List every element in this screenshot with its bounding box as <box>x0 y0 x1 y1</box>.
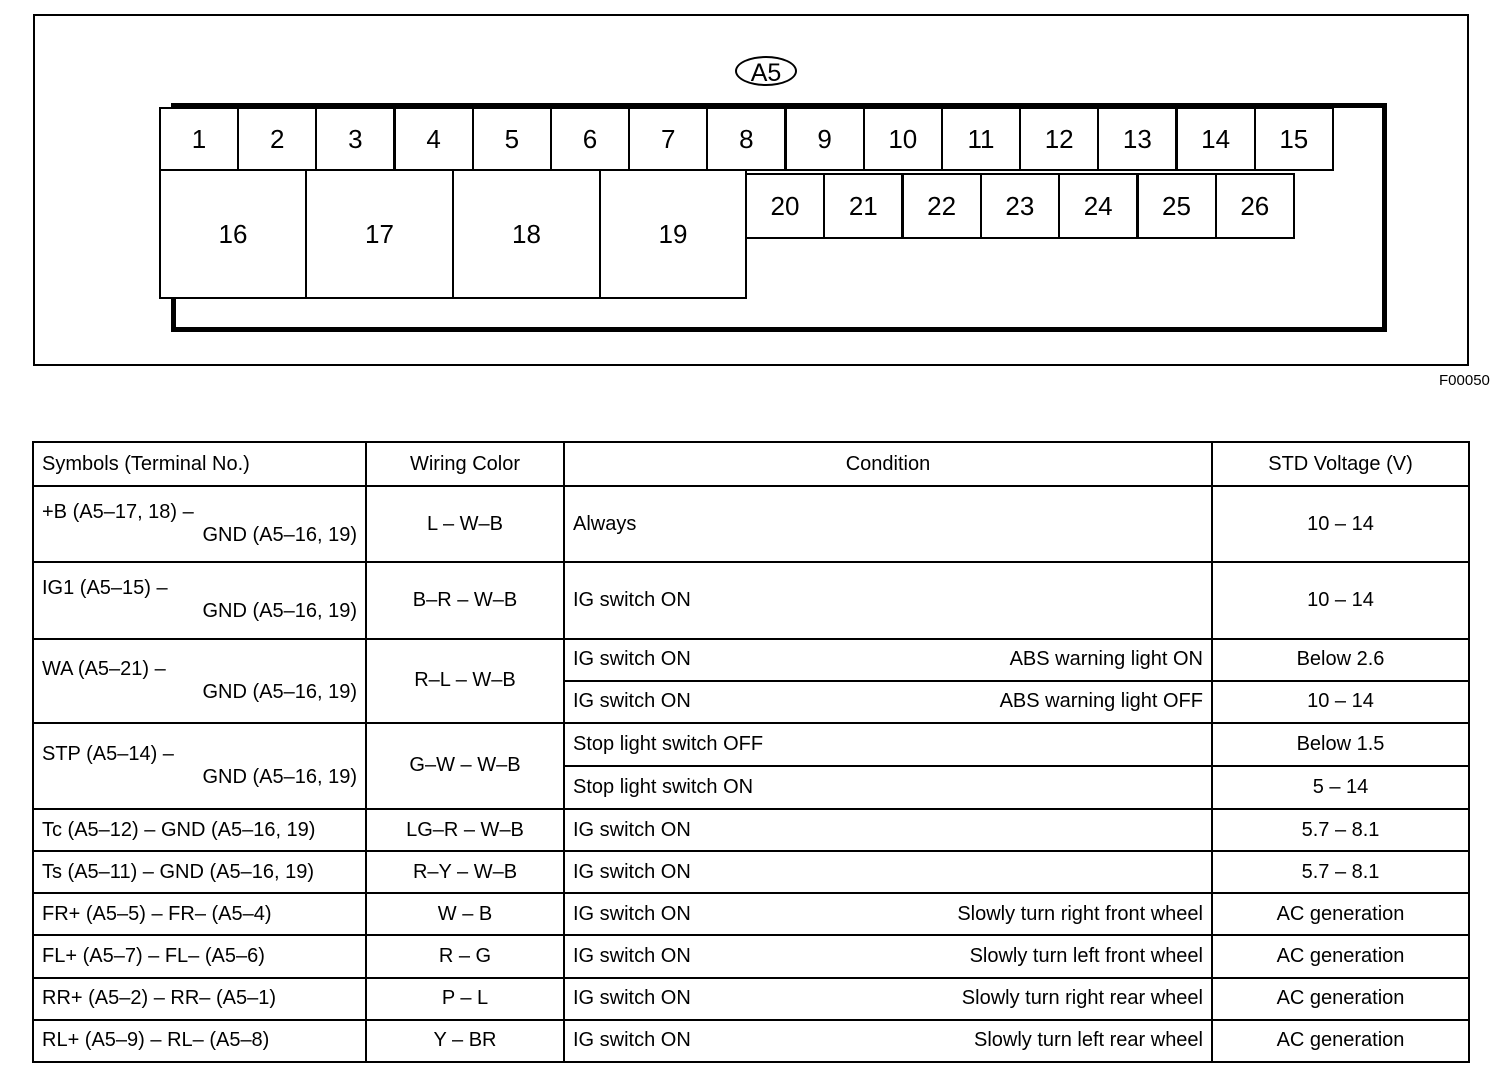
pin-13: 13 <box>1097 107 1177 171</box>
pin-5: 5 <box>472 107 552 171</box>
condition-cell <box>564 766 1212 809</box>
condition-detail: ABS warning light OFF <box>999 690 1203 713</box>
table-row <box>33 1020 1469 1062</box>
pin-17: 17 <box>305 169 454 299</box>
std-voltage-cell: 5.7 – 8.1 <box>1212 809 1469 851</box>
pin-22: 22 <box>902 173 982 239</box>
symbol-ground: GND (A5–16, 19) <box>202 600 357 623</box>
condition-cell <box>564 851 1212 893</box>
std-voltage-cell: 10 – 14 <box>1212 562 1469 638</box>
symbol-terminal: FR+ (A5–5) – FR– (A5–4) <box>42 902 272 925</box>
std-voltage-cell: Below 1.5 <box>1212 723 1469 766</box>
pin-26: 26 <box>1215 173 1295 239</box>
pin-1: 1 <box>159 107 239 171</box>
condition-main: Stop light switch ON <box>573 775 754 798</box>
condition-main: IG switch ON <box>573 902 691 925</box>
symbol-terminal: FL+ (A5–7) – FL– (A5–6) <box>42 945 265 968</box>
wiring-color-cell: G–W – W–B <box>366 723 564 809</box>
std-voltage-cell: AC generation <box>1212 1020 1469 1062</box>
pin-3: 3 <box>315 107 395 171</box>
pin-4: 4 <box>394 107 474 171</box>
table-row <box>33 723 1469 766</box>
std-voltage-cell: 5 – 14 <box>1212 766 1469 809</box>
pin-12: 12 <box>1019 107 1099 171</box>
symbol-cell <box>33 809 366 851</box>
pin-16: 16 <box>159 169 307 299</box>
condition-main: IG switch ON <box>573 690 691 713</box>
wiring-color-cell: B–R – W–B <box>366 562 564 638</box>
connector-diagram <box>33 14 1490 389</box>
wiring-color-cell: Y – BR <box>366 1020 564 1062</box>
pin-14: 14 <box>1176 107 1256 171</box>
condition-detail: ABS warning light ON <box>1009 648 1203 671</box>
condition-cell <box>564 723 1212 766</box>
condition-main: IG switch ON <box>573 860 691 883</box>
pin-6: 6 <box>550 107 630 171</box>
condition-cell <box>564 562 1212 638</box>
condition-main: IG switch ON <box>573 648 691 671</box>
pin-8: 8 <box>706 107 786 171</box>
pin-20: 20 <box>745 173 825 239</box>
symbol-terminal: RL+ (A5–9) – RL– (A5–8) <box>42 1029 270 1052</box>
condition-cell <box>564 486 1212 562</box>
wiring-color-cell: L – W–B <box>366 486 564 562</box>
condition-cell <box>564 681 1212 723</box>
symbol-cell <box>33 639 366 723</box>
std-voltage-cell: Below 2.6 <box>1212 639 1469 681</box>
condition-main: IG switch ON <box>573 1029 691 1052</box>
std-voltage-cell: 10 – 14 <box>1212 681 1469 723</box>
symbol-cell <box>33 1020 366 1062</box>
symbol-ground: GND (A5–16, 19) <box>202 524 357 547</box>
pin-19: 19 <box>599 169 747 299</box>
symbol-cell <box>33 935 366 977</box>
table-row <box>33 486 1469 562</box>
pin-24: 24 <box>1058 173 1138 239</box>
table-row <box>33 935 1469 977</box>
table-row <box>33 639 1469 681</box>
condition-main: IG switch ON <box>573 588 691 611</box>
condition-cell <box>564 978 1212 1020</box>
pin-9: 9 <box>785 107 865 171</box>
condition-main: IG switch ON <box>573 945 691 968</box>
condition-cell <box>564 935 1212 977</box>
symbol-ground: GND (A5–16, 19) <box>202 680 357 703</box>
table-row <box>33 978 1469 1020</box>
std-voltage-cell: AC generation <box>1212 935 1469 977</box>
header-std-voltage: STD Voltage (V) <box>1212 442 1469 486</box>
std-voltage-cell: 10 – 14 <box>1212 486 1469 562</box>
symbol-cell <box>33 978 366 1020</box>
condition-detail: Slowly turn right front wheel <box>957 902 1203 925</box>
condition-main: IG switch ON <box>573 818 691 841</box>
table-body <box>33 486 1469 1062</box>
condition-main: Stop light switch OFF <box>573 732 764 755</box>
condition-detail: Slowly turn left front wheel <box>969 945 1203 968</box>
condition-main: IG switch ON <box>573 987 691 1010</box>
header-condition: Condition <box>564 442 1212 486</box>
table-row <box>33 562 1469 638</box>
condition-cell <box>564 639 1212 681</box>
condition-detail: Slowly turn right rear wheel <box>961 987 1203 1010</box>
condition-cell <box>564 1020 1212 1062</box>
pin-10: 10 <box>863 107 943 171</box>
symbol-cell <box>33 723 366 809</box>
symbol-cell <box>33 562 366 638</box>
pin-15: 15 <box>1254 107 1334 171</box>
condition-cell <box>564 893 1212 935</box>
wiring-color-cell: P – L <box>366 978 564 1020</box>
header-symbols: Symbols (Terminal No.) <box>33 442 366 486</box>
pin-7: 7 <box>628 107 708 171</box>
wiring-color-cell: LG–R – W–B <box>366 809 564 851</box>
pin-25: 25 <box>1137 173 1217 239</box>
pin-11: 11 <box>941 107 1021 171</box>
table-row <box>33 851 1469 893</box>
symbol-terminal: IG1 (A5–15) – <box>42 577 168 600</box>
pin-21: 21 <box>823 173 903 239</box>
condition-cell <box>564 809 1212 851</box>
pin-23: 23 <box>980 173 1060 239</box>
wiring-color-cell: R – G <box>366 935 564 977</box>
symbol-terminal: WA (A5–21) – <box>42 657 166 680</box>
symbol-terminal: STP (A5–14) – <box>42 742 174 765</box>
table-row <box>33 809 1469 851</box>
wiring-color-cell: W – B <box>366 893 564 935</box>
pin-2: 2 <box>237 107 317 171</box>
symbol-cell <box>33 486 366 562</box>
std-voltage-cell: AC generation <box>1212 978 1469 1020</box>
pin-18: 18 <box>452 169 601 299</box>
table-header-row <box>33 442 1469 486</box>
condition-detail: Slowly turn left rear wheel <box>974 1029 1203 1052</box>
wiring-color-cell: R–L – W–B <box>366 639 564 723</box>
connector-label: A5 <box>735 56 797 86</box>
symbol-terminal: Ts (A5–11) – GND (A5–16, 19) <box>42 860 314 883</box>
symbol-cell <box>33 893 366 935</box>
header-wiring-color: Wiring Color <box>366 442 564 486</box>
terminal-voltage-table <box>32 441 1470 1063</box>
std-voltage-cell: AC generation <box>1212 893 1469 935</box>
condition-main: Always <box>573 512 637 535</box>
std-voltage-cell: 5.7 – 8.1 <box>1212 851 1469 893</box>
symbol-terminal: +B (A5–17, 18) – <box>42 501 194 524</box>
table-row <box>33 893 1469 935</box>
figure-code: F00050 <box>1439 372 1490 389</box>
symbol-terminal: RR+ (A5–2) – RR– (A5–1) <box>42 987 276 1010</box>
symbol-ground: GND (A5–16, 19) <box>202 765 357 788</box>
symbol-cell <box>33 851 366 893</box>
wiring-color-cell: R–Y – W–B <box>366 851 564 893</box>
symbol-terminal: Tc (A5–12) – GND (A5–16, 19) <box>42 818 316 841</box>
